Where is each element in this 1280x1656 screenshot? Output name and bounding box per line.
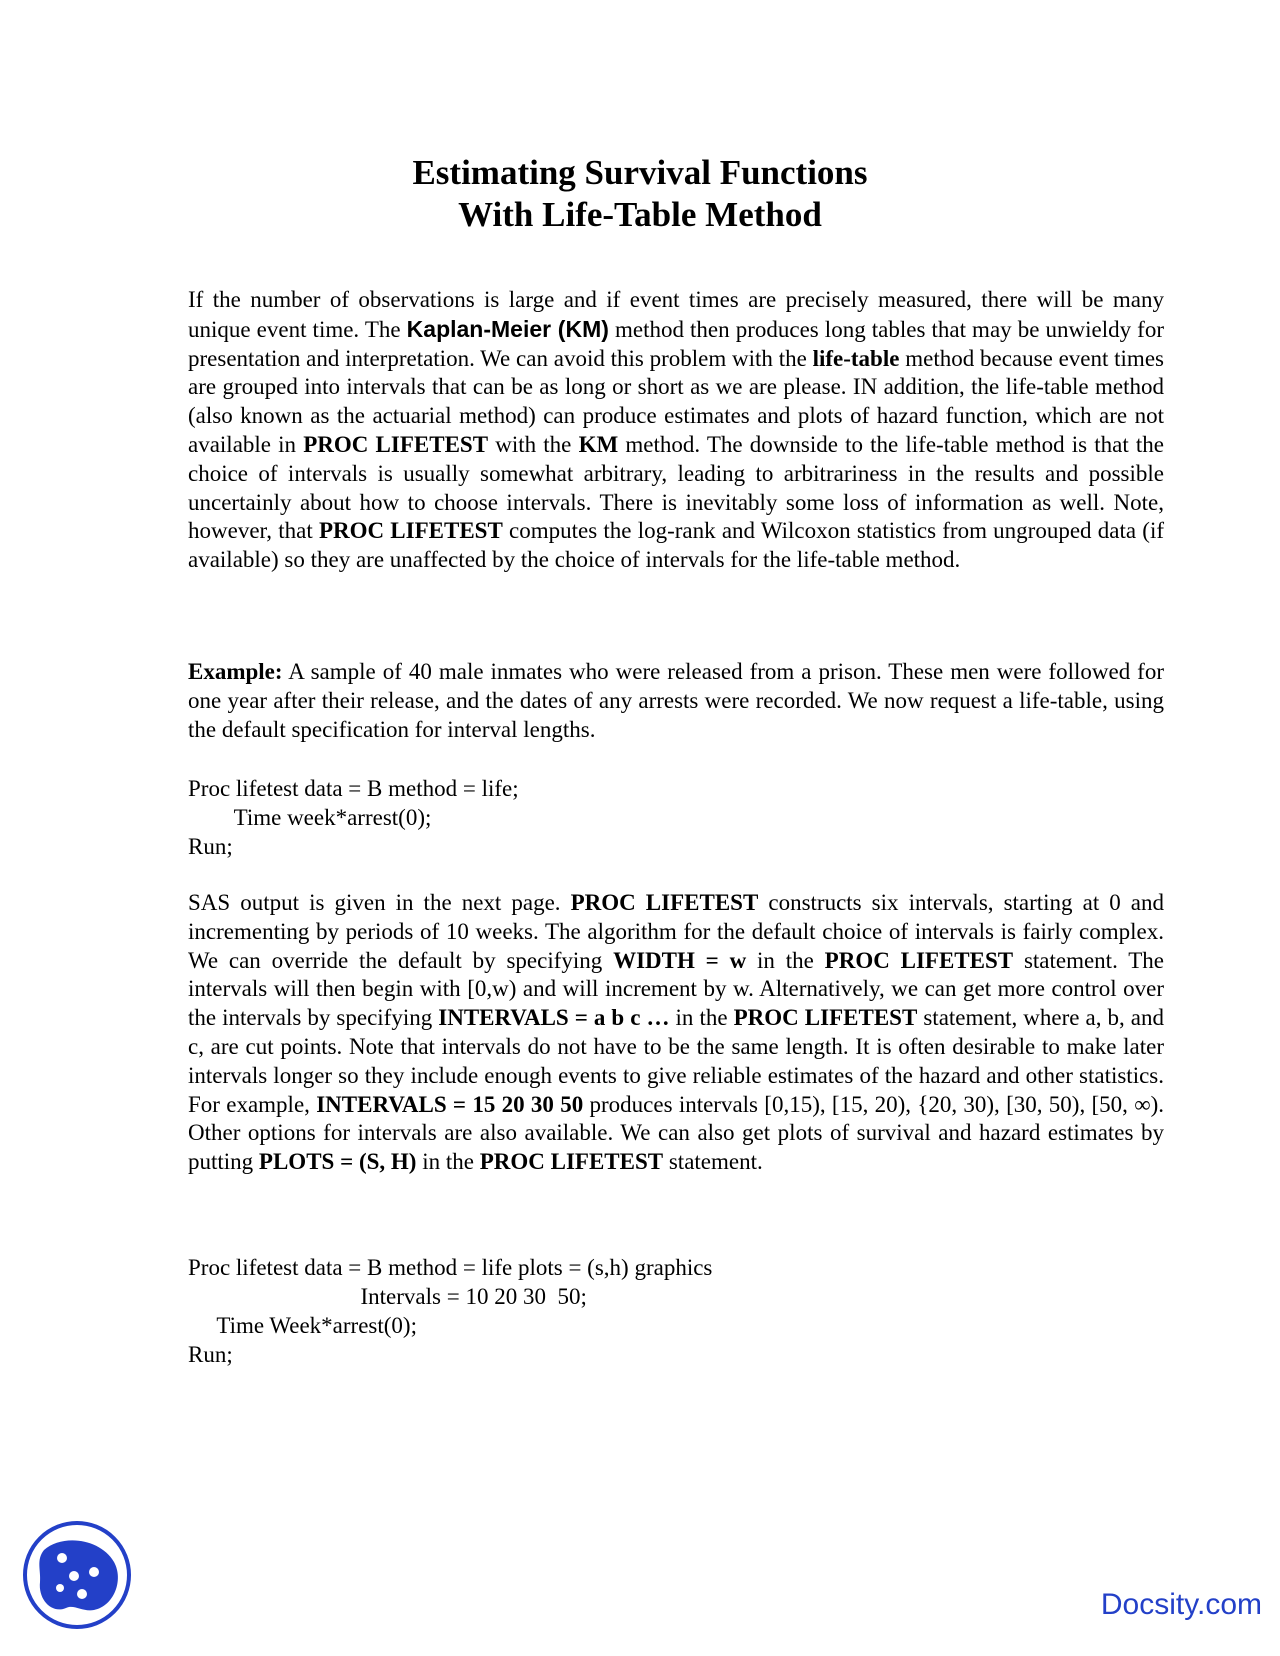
code-line: Proc lifetest data = B method = life; [188, 776, 519, 801]
title-line-1: Estimating Survival Functions [412, 153, 868, 192]
proc-lifetest-term: PROC LIFETEST [824, 947, 1014, 973]
kaplan-meier-term: Kaplan-Meier (KM) [406, 315, 609, 342]
proc-lifetest-term: PROC LIFETEST [318, 518, 503, 544]
example-text: A sample of 40 male inmates who were released from a prison. These men were followed for one year after their release, and the dates of any arrests were recorded. We now request a life-table, using the default specification for interval lengths. [188, 659, 1164, 742]
body-text: SAS output is given in the next page. [188, 890, 571, 915]
body-text: in the [669, 1005, 734, 1031]
intro-text: method. The downside to the life-table method is that the choice of intervals is usually somewhat arbitrary, leading to arbitrariness in the results and possible uncertainly about how to choose intervals. There is inevitably some loss of information as well. Note, however, that [188, 431, 1164, 544]
code-line: Intervals = 10 20 30 50; [188, 1284, 587, 1309]
plots-term: PLOTS = (S, H) [258, 1149, 417, 1175]
intervals-example-term: INTERVALS = 15 20 30 50 [316, 1091, 584, 1117]
code-line: Time Week*arrest(0); [188, 1313, 417, 1338]
code-line: Run; [188, 834, 233, 859]
body-text: constructs six intervals, starting at 0 and incrementing by periods of 10 weeks. The algorithm for the default choice of intervals is fairly complex. We can override the default by specifying [188, 890, 1165, 973]
body-text: statement. [663, 1149, 763, 1175]
width-term: WIDTH = w [613, 947, 747, 973]
code-block-1 [188, 774, 1088, 861]
body-text: produces intervals [0,15), [15, 20), {20, 30), [30, 50), [50, ∞). Other options for intervals are also available. We can also get plots of survival and hazard estimates by putting [188, 1091, 1165, 1175]
intervals-term: INTERVALS = a b c … [438, 1005, 670, 1031]
proc-lifetest-term: PROC LIFETEST [570, 890, 759, 915]
page-title [0, 152, 1280, 236]
proc-lifetest-term: PROC LIFETEST [733, 1005, 918, 1031]
life-table-term: life-table [812, 345, 900, 371]
body-text: in the [746, 947, 825, 973]
docsity-brand-link[interactable]: Docsity.com [1100, 1588, 1262, 1621]
example-label: Example: [188, 659, 283, 684]
body-text: statement. The intervals will then begin with [0,w) and will increment by w. Alternatively, we can get more control over the intervals by specifying [188, 947, 1164, 1031]
sas-output-paragraph [188, 889, 1164, 1177]
proc-lifetest-term: PROC LIFETEST [303, 431, 489, 457]
code-line: Proc lifetest data = B method = life plots = (s,h) graphics [188, 1255, 713, 1280]
code-line: Run; [188, 1342, 233, 1367]
intro-text: method because event times are grouped into intervals that can be as long or short as we are please. IN addition, the life-table method (also known as the actuarial method) can produce estimates and plots of hazard function, which are not available in [188, 345, 1164, 457]
intro-text: with the [488, 431, 579, 457]
intro-text: If the number of observations is large and if event times are precisely measured, there will be many unique event time. The [188, 287, 1164, 342]
title-line-2: With Life-Table Method [458, 195, 822, 234]
proc-lifetest-term: PROC LIFETEST [479, 1149, 664, 1175]
code-block-2 [188, 1253, 1088, 1369]
body-text: statement, where a, b, and c, are cut points. Note that intervals do not have to be the same length. It is often desirable to make later intervals longer so they include enough events to give reliable estimates of the hazard and other statistics. For example, [188, 1005, 1164, 1117]
code-line: Time week*arrest(0); [188, 805, 432, 830]
intro-text: method then produces long tables that may be unwieldy for presentation and interpretation. We can avoid this problem with the [188, 316, 1164, 371]
intro-paragraph [188, 286, 1164, 575]
km-term: KM [578, 431, 619, 457]
example-paragraph [188, 658, 1164, 744]
body-text: in the [416, 1149, 480, 1175]
intro-text: computes the log-rank and Wilcoxon statistics from ungrouped data (if available) so they are unaffected by the choice of intervals for the life-table method. [188, 518, 1164, 573]
docsity-logo-icon [22, 1520, 132, 1630]
